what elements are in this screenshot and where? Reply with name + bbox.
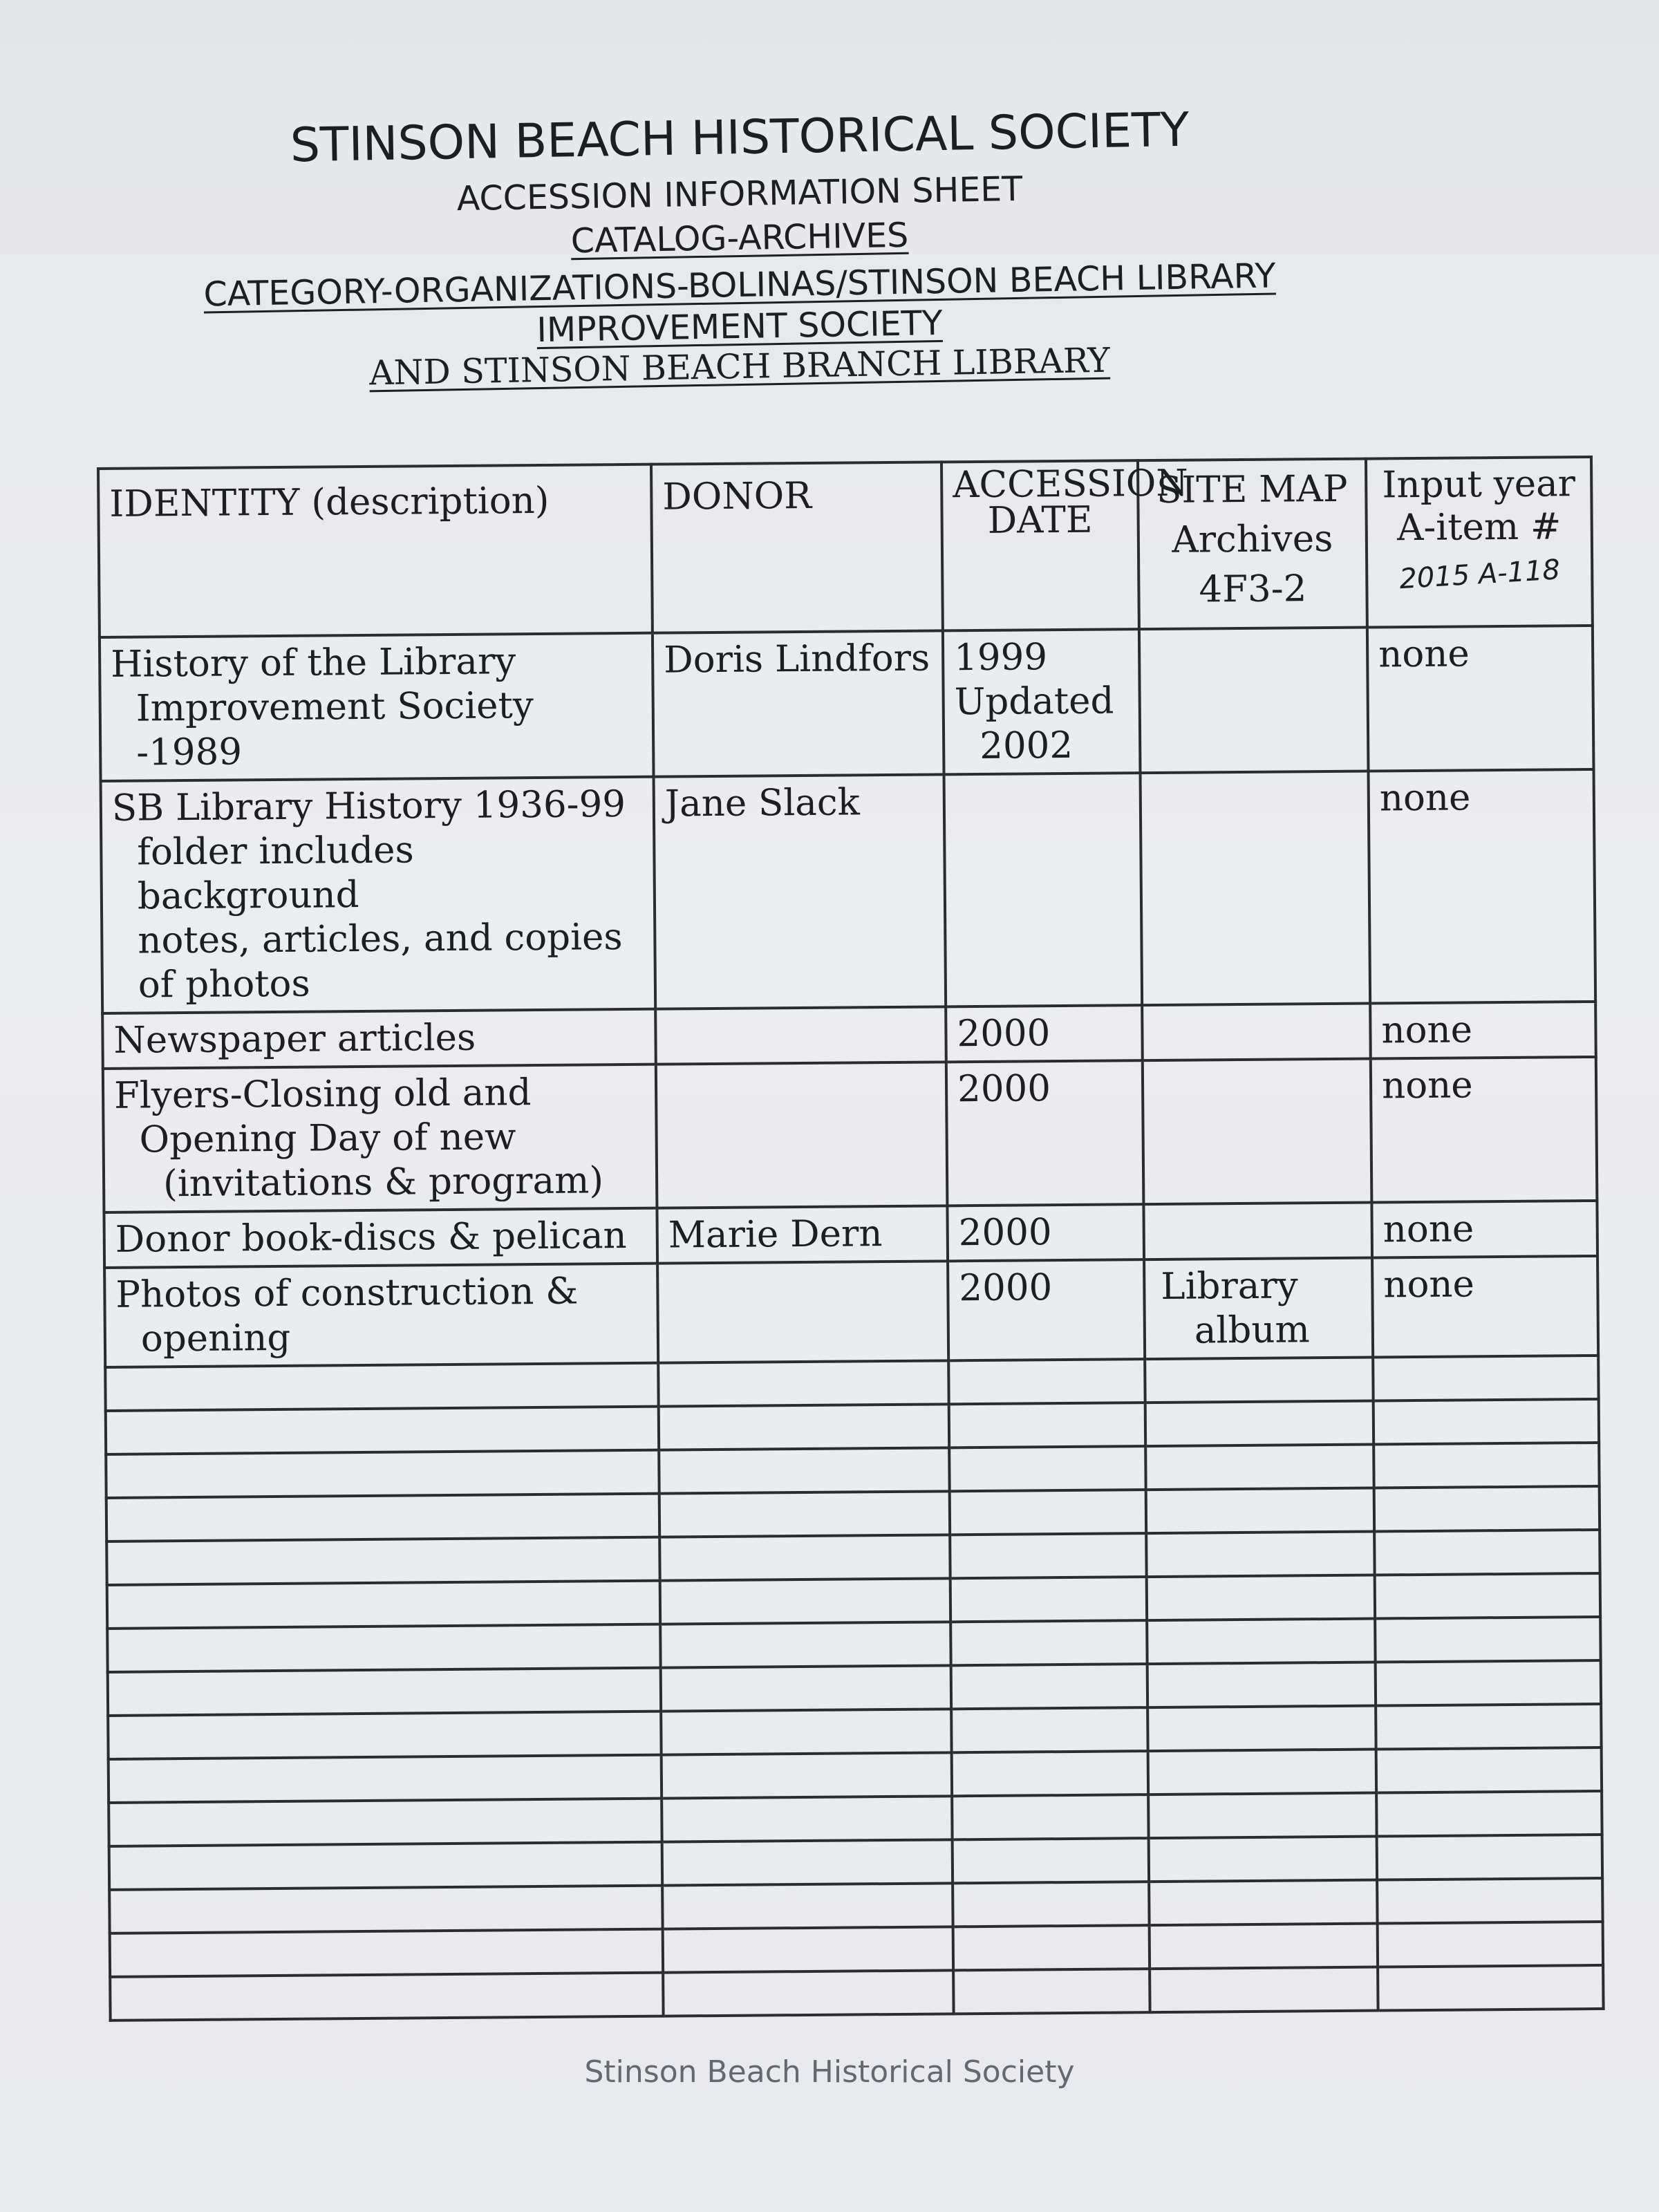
header-donor: DONOR bbox=[651, 462, 943, 632]
table-row bbox=[100, 626, 1594, 781]
identity-cell: SB Library History 1936-99 folder includes background notes, articles, and copies of photos bbox=[101, 777, 656, 1013]
donor-cell bbox=[656, 1062, 948, 1208]
donor-cell: Jane Slack bbox=[654, 774, 946, 1009]
site-cell bbox=[1143, 1203, 1372, 1260]
site-cell: Library album bbox=[1144, 1258, 1373, 1360]
identity-cell: History of the Library Improvement Society -1989 bbox=[100, 633, 654, 781]
category-line-2: IMPROVEMENT SOCIETY bbox=[536, 303, 943, 350]
date-cell: 2000 bbox=[947, 1204, 1144, 1261]
site-cell bbox=[1139, 628, 1369, 774]
society-title: STINSON BEACH HISTORICAL SOCIETY bbox=[290, 102, 1190, 174]
category-line-3: AND STINSON BEACH BRANCH LIBRARY bbox=[368, 340, 1111, 393]
donor-cell: Doris Lindfors bbox=[653, 630, 944, 776]
input-cell: none bbox=[1367, 626, 1594, 771]
date-cell: 2000 bbox=[948, 1259, 1145, 1360]
table-row bbox=[104, 1256, 1598, 1367]
date-cell: 1999 Updated 2002 bbox=[943, 629, 1141, 774]
identity-cell: Donor book-discs & pelican bbox=[104, 1208, 657, 1268]
header-input-year: Input year A-item # 2015 A-118 bbox=[1366, 457, 1593, 628]
identity-cell: Newspaper articles bbox=[102, 1009, 656, 1069]
input-cell: none bbox=[1369, 769, 1596, 1004]
accession-table bbox=[97, 456, 1602, 1985]
header-site-map: SITE MAP Archives 4F3-2 bbox=[1138, 459, 1367, 630]
site-cell bbox=[1141, 771, 1371, 1006]
input-cell: none bbox=[1370, 1002, 1596, 1059]
table-row bbox=[101, 769, 1596, 1013]
identity-cell: Flyers-Closing old and Opening Day of new (invitations & program) bbox=[103, 1065, 657, 1212]
header-accession-date: ACCESSION DATE bbox=[941, 460, 1139, 630]
category-line: CATEGORY-ORGANIZATIONS-BOLINAS/STINSON BEACH LIBRARY bbox=[203, 256, 1276, 315]
identity-cell: Photos of construction & opening bbox=[104, 1264, 658, 1367]
date-cell: 2000 bbox=[946, 1060, 1144, 1206]
donor-cell: Marie Dern bbox=[657, 1206, 948, 1263]
table-row bbox=[103, 1057, 1597, 1212]
footer-credit: Stinson Beach Historical Society bbox=[584, 2054, 1075, 2090]
table-header-row bbox=[98, 457, 1593, 637]
catalog-line: CATALOG-ARCHIVES bbox=[570, 215, 909, 261]
input-cell: none bbox=[1372, 1256, 1598, 1358]
input-cell: none bbox=[1371, 1201, 1597, 1258]
site-cell bbox=[1142, 1004, 1371, 1061]
handwritten-item-number: 2015 A-118 bbox=[1398, 554, 1561, 596]
date-cell: 2000 bbox=[946, 1005, 1143, 1062]
site-cell bbox=[1143, 1059, 1372, 1205]
input-cell: none bbox=[1371, 1057, 1597, 1203]
header-identity: IDENTITY (description) bbox=[98, 465, 653, 637]
date-cell bbox=[944, 773, 1143, 1006]
sheet-title: ACCESSION INFORMATION SHEET bbox=[456, 169, 1023, 219]
donor-cell bbox=[655, 1006, 946, 1064]
donor-cell bbox=[657, 1261, 948, 1362]
